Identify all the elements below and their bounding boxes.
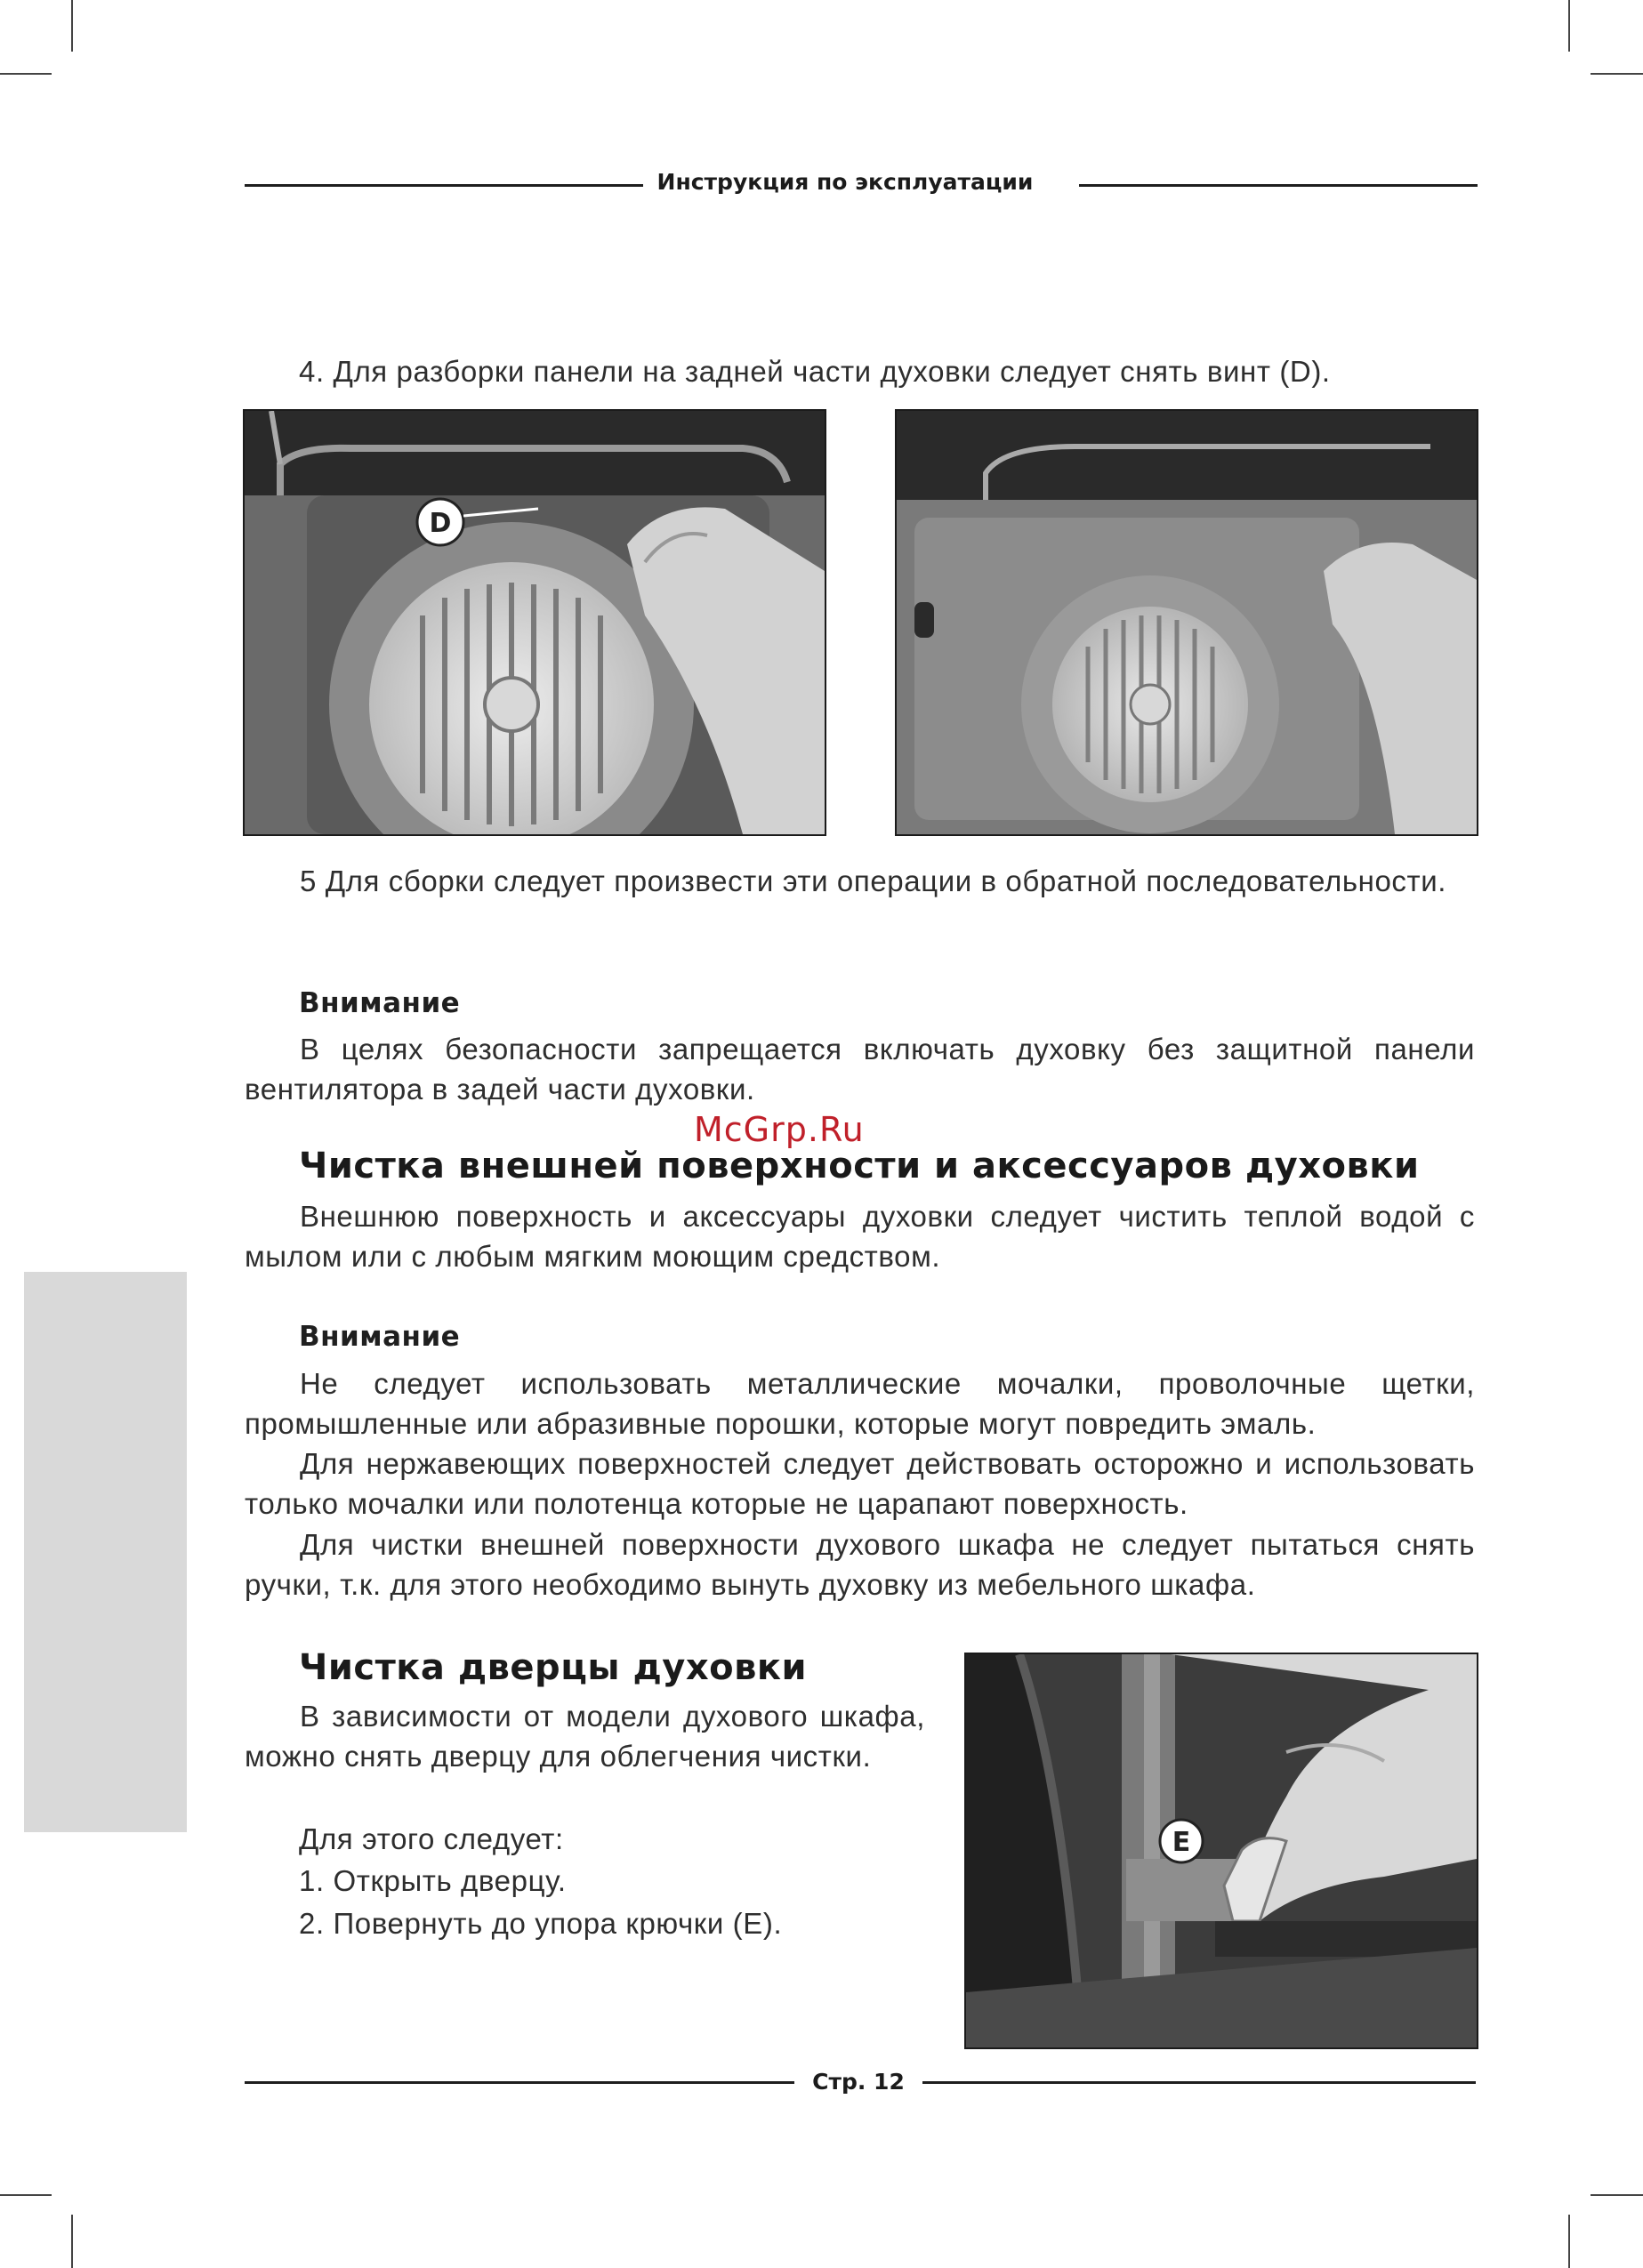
- footer-rule-left: [245, 2081, 794, 2084]
- step-5-text: 5 Для сборки следует произвести эти операции в обратной последовательности.: [300, 865, 1447, 897]
- crop-mark: [71, 0, 73, 52]
- warning-text-2c: Для чистки внешней поверхности духового шкафа не следует пытаться снять ручки, т.к. для этого необходимо вынуть духовку из мебельного шкафа.: [245, 1528, 1475, 1601]
- door-step-1: 1. Открыть дверцу.: [299, 1864, 567, 1897]
- step-4-text: 4. Для разборки панели на задней части духовки следует снять винт (D).: [299, 355, 1331, 388]
- page-number: Стр. 12: [812, 2069, 905, 2095]
- crop-mark: [71, 2215, 73, 2268]
- door-cleaning-lead: Для этого следует:: [299, 1822, 564, 1855]
- warning-text-2b: Для нержавеющих поверхностей следует действовать осторожно и использовать только мочалки или полотенца которые не царапают поверхность.: [245, 1447, 1475, 1520]
- photo-label-e: E: [1172, 1827, 1191, 1858]
- photo-door-hinge: [964, 1653, 1478, 2049]
- warning-title-2: Внимание: [299, 1321, 461, 1353]
- crop-mark: [1568, 0, 1570, 52]
- heading-door-cleaning: Чистка дверцы духовки: [299, 1647, 808, 1688]
- crop-mark: [1591, 73, 1643, 75]
- crop-mark: [1568, 2215, 1570, 2268]
- crop-mark: [0, 73, 52, 75]
- warning-title-1: Внимание: [299, 987, 461, 1019]
- warning-text-1: В целях безопасности запрещается включать духовку без защитной панели вентилятора в задей части духовки.: [245, 1033, 1475, 1106]
- photo-fan-panel-removal: [895, 409, 1478, 836]
- footer-rule-right: [922, 2081, 1476, 2084]
- warning-text-2a: Не следует использовать металлические мочалки, проволочные щетки, промышленные или абразивные порошки, которые могут повредить эмаль.: [245, 1367, 1475, 1440]
- door-step-2: 2. Повернуть до упора крючки (E).: [299, 1907, 783, 1940]
- header-rule-left: [245, 184, 643, 187]
- exterior-cleaning-text: Внешнюю поверхность и аксессуары духовки следует чистить теплой водой с мылом или с любым мягким моющим средством.: [245, 1200, 1475, 1273]
- side-tab: [24, 1272, 187, 1832]
- photo-label-d: D: [429, 508, 452, 539]
- header-title: Инструкция по эксплуатации: [656, 169, 1034, 195]
- header-rule-right: [1079, 184, 1478, 187]
- watermark: McGrp.Ru: [694, 1110, 865, 1149]
- heading-exterior-cleaning: Чистка внешней поверхности и аксессуаров духовки: [299, 1146, 1420, 1186]
- photo-fan-panel-screw: [243, 409, 826, 836]
- crop-mark: [1591, 2194, 1643, 2196]
- door-cleaning-intro: В зависимости от модели духового шкафа, можно снять дверцу для облегчения чистки.: [245, 1700, 925, 1773]
- crop-mark: [0, 2194, 52, 2196]
